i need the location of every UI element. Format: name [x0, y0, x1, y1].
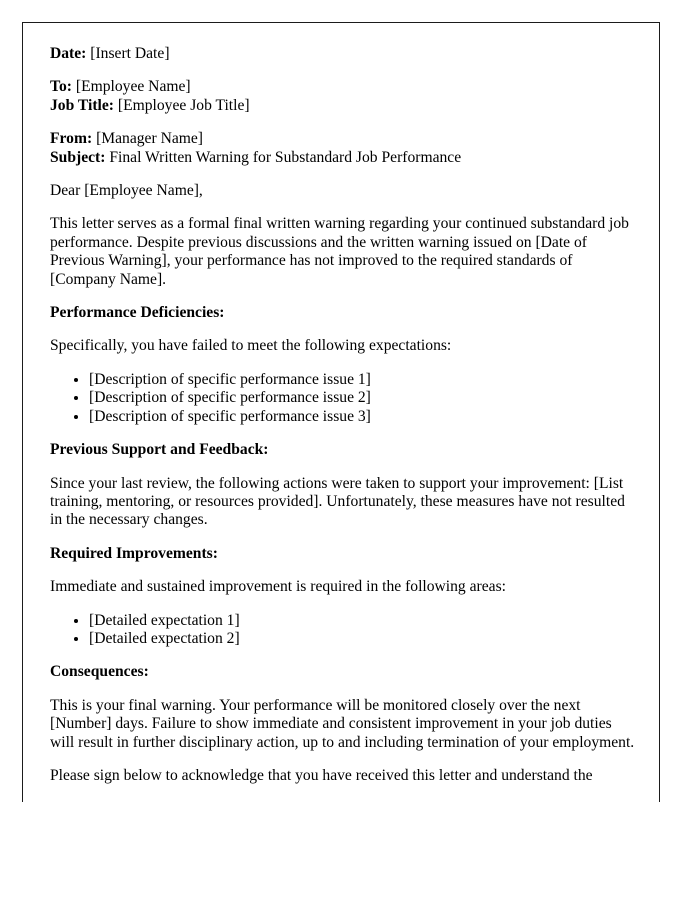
list-item: • [Description of specific performance issue 2]	[89, 389, 635, 407]
job-title-value: [Employee Job Title]	[117, 96, 250, 114]
section-heading-performance-deficiencies: Performance Deficiencies:	[50, 304, 225, 322]
date-label: Date:	[50, 45, 87, 62]
to-line	[50, 78, 635, 96]
opening-paragraph: This letter serves as a formal final written warning regarding your continued substandard job performance. Despite previous discussions and the written warning issued on [Date of Previous Warning], your performance has not improved to the required standards of [Company Name].	[50, 215, 629, 288]
list-item: • [Description of specific performance issue 3]	[89, 408, 635, 426]
list-item: • [Description of specific performance issue 1]	[89, 371, 635, 389]
list-item: • [Detailed expectation 2]	[89, 630, 635, 648]
from-value: [Manager Name]	[96, 130, 203, 148]
to-label: To:	[50, 78, 72, 96]
section-heading-consequences: Consequences:	[50, 663, 149, 681]
date-value: [Insert Date]	[90, 45, 170, 62]
subject-value: Final Written Warning for Substandard Job Performance	[109, 148, 462, 166]
from-line	[50, 130, 635, 148]
job-title-label: Job Title:	[50, 96, 114, 114]
section-intro-consequences: This is your final warning. Your performance will be monitored closely over the next [Number] days. Failure to show immediate and consistent improvement in your job duties will result in further disciplinary action, up to and including termination of your employment.	[50, 696, 635, 751]
subject-label: Subject:	[50, 148, 106, 166]
acknowledgement-paragraph-clipped: Please sign below to acknowledge that you have received this letter and understand the	[50, 766, 593, 784]
job-title-line	[50, 97, 635, 115]
section-heading-required-improvements: Required Improvements:	[50, 544, 218, 562]
list-item: • [Detailed expectation 1]	[89, 612, 635, 630]
section-intro-required-improvements: Immediate and sustained improvement is required in the following areas:	[50, 578, 506, 596]
section-heading-previous-support: Previous Support and Feedback:	[50, 441, 269, 459]
letter-body	[50, 45, 635, 785]
section-intro-performance-deficiencies: Specifically, you have failed to meet the following expectations:	[50, 337, 452, 355]
subject-line	[50, 149, 635, 167]
to-value: [Employee Name]	[75, 78, 191, 96]
from-label: From:	[50, 130, 93, 148]
document-frame	[22, 22, 660, 802]
salutation: Dear [Employee Name],	[50, 182, 203, 200]
bullet-list-required-improvements	[50, 612, 635, 649]
date-line	[50, 45, 635, 63]
bullet-list-performance-deficiencies	[50, 371, 635, 426]
section-intro-previous-support: Since your last review, the following actions were taken to support your improvement: [List training, mentoring, or resources provided]. Unfortunately, these measures have not resulted in the necessary changes.	[50, 474, 625, 529]
